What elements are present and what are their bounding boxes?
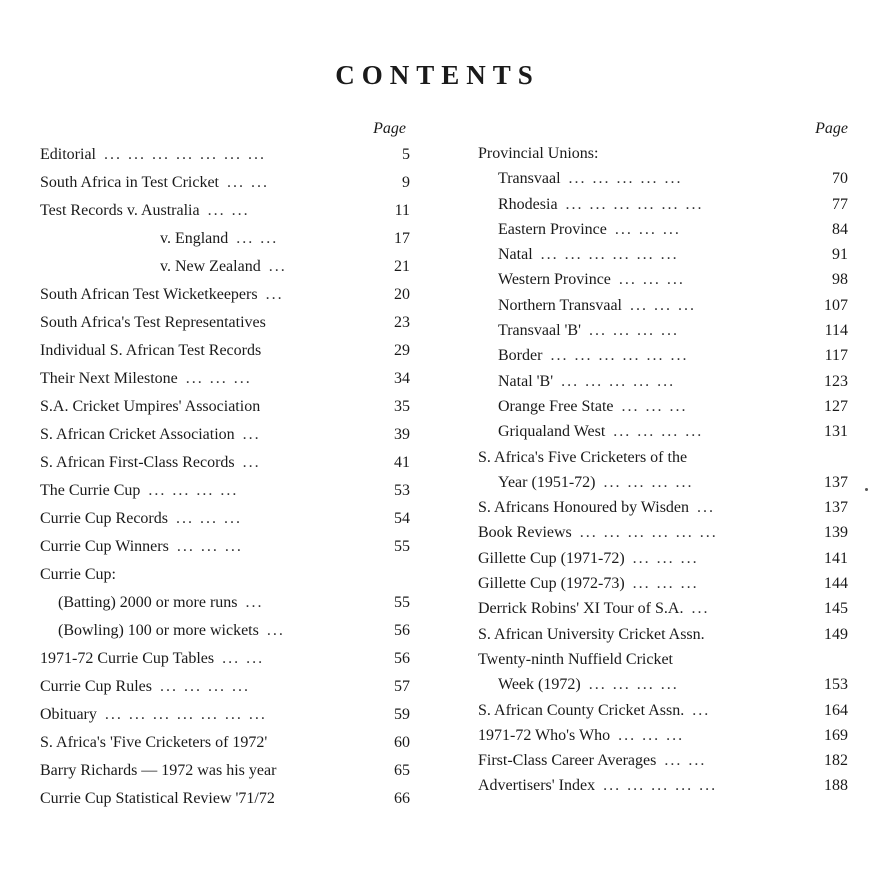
toc-page-number: 153	[824, 676, 848, 694]
toc-entry-title: Advertisers' Index	[478, 777, 596, 795]
toc-entry	[40, 617, 410, 645]
toc-entry	[40, 393, 410, 421]
toc-entry-title: S. African University Cricket Assn.	[478, 625, 705, 643]
toc-page-number: 131	[824, 423, 848, 441]
toc-entry	[40, 645, 410, 673]
toc-entry-title: Currie Cup Rules	[40, 678, 152, 695]
toc-entry	[478, 723, 848, 748]
toc-page-number: 20	[394, 286, 410, 303]
toc-entry	[40, 673, 410, 701]
toc-page-number: 66	[394, 790, 410, 807]
toc-page-number: 54	[394, 510, 410, 527]
toc-leader-dots: ... ... ... ...	[588, 676, 679, 694]
toc-entry-title: Natal 'B'	[498, 372, 554, 390]
toc-page-number: 9	[402, 174, 410, 191]
toc-entry-title: S. Africa's Five Cricketers of the	[478, 448, 688, 466]
toc-leader-dots: ...	[242, 426, 261, 443]
contents-left-column	[40, 117, 410, 813]
toc-page-number: 137	[824, 499, 848, 517]
toc-entry-title: Eastern Province	[498, 220, 607, 238]
toc-entry-title: South African Test Wicketkeepers	[40, 286, 258, 303]
toc-entry-title: Obituary	[40, 706, 97, 723]
toc-entry-title: (Batting) 2000 or more runs	[58, 594, 238, 611]
page-title: CONTENTS	[335, 60, 540, 90]
toc-section-heading	[478, 647, 848, 672]
toc-leader-dots: ... ... ...	[632, 549, 699, 567]
toc-leader-dots: ... ... ...	[175, 510, 242, 527]
toc-page-number: 17	[394, 230, 410, 247]
toc-entry	[478, 495, 848, 520]
toc-page-number: 21	[394, 258, 410, 275]
toc-entry-title: v. New Zealand	[160, 258, 261, 275]
toc-leader-dots: ... ... ...	[629, 296, 696, 314]
contents-right-column	[478, 117, 848, 799]
print-speck	[865, 488, 868, 491]
toc-leader-dots: ... ...	[222, 650, 265, 667]
toc-entry-title: Provincial Unions:	[478, 145, 599, 162]
toc-entry	[478, 293, 848, 318]
toc-entry-title: Week (1972)	[498, 676, 581, 694]
toc-page-number: 65	[394, 762, 410, 779]
toc-leader-dots: ... ... ... ...	[613, 423, 704, 441]
toc-page-number: 11	[394, 202, 410, 219]
toc-page-number: 98	[832, 271, 848, 289]
toc-entry-title: Individual S. African Test Records	[40, 342, 262, 359]
toc-leader-dots: ... ... ... ... ...	[603, 777, 718, 795]
toc-section-heading	[478, 445, 848, 470]
toc-entry	[478, 267, 848, 292]
toc-entry	[478, 394, 848, 419]
toc-entry	[40, 449, 410, 477]
toc-entry-title: Their Next Milestone	[40, 370, 178, 387]
toc-leader-dots: ...	[268, 258, 287, 275]
toc-entry	[40, 533, 410, 561]
toc-entry	[478, 748, 848, 773]
toc-leader-dots: ...	[265, 286, 284, 303]
toc-leader-dots: ... ... ...	[176, 538, 243, 555]
toc-page-number: 34	[394, 370, 410, 387]
toc-entry	[40, 365, 410, 393]
toc-entry	[478, 596, 848, 621]
page-column-header: Page	[815, 120, 848, 137]
toc-leader-dots: ... ... ...	[621, 397, 688, 415]
toc-entry	[478, 672, 848, 697]
toc-page-number: 137	[824, 473, 848, 491]
toc-leader-dots: ... ... ...	[614, 220, 681, 238]
toc-entry	[478, 773, 848, 798]
toc-entry-title: Border	[498, 347, 543, 365]
toc-page-number: 84	[832, 220, 848, 238]
toc-entry-title: S. African County Cricket Assn.	[478, 701, 685, 719]
toc-page-number: 144	[824, 575, 848, 593]
toc-entry-title: Currie Cup Winners	[40, 538, 169, 555]
toc-leader-dots: ... ... ...	[632, 575, 699, 593]
toc-page-number: 53	[394, 482, 410, 499]
toc-entry-title: Derrick Robins' XI Tour of S.A.	[478, 600, 684, 618]
toc-leader-dots: ... ... ... ... ...	[568, 170, 683, 188]
toc-page-number: 77	[832, 195, 848, 213]
toc-page-number: 114	[824, 322, 848, 340]
toc-entry-title: Book Reviews	[478, 524, 572, 542]
toc-page-number: 107	[824, 296, 848, 314]
toc-entry	[478, 622, 848, 647]
toc-page-number: 91	[832, 246, 848, 264]
toc-entry-title: First-Class Career Averages	[478, 752, 657, 770]
toc-page-number: 41	[394, 454, 410, 471]
toc-leader-dots: ...	[242, 454, 261, 471]
toc-page-number: 145	[824, 600, 848, 618]
toc-entry-title: Currie Cup Statistical Review '71/72	[40, 790, 275, 807]
toc-entry-title: Griqualand West	[498, 423, 606, 441]
toc-page-number: 123	[824, 372, 848, 390]
toc-leader-dots: ... ... ... ... ...	[561, 372, 676, 390]
toc-page-number: 23	[394, 314, 410, 331]
toc-entry	[40, 141, 410, 169]
toc-leader-dots: ... ... ... ... ... ... ...	[104, 706, 267, 723]
toc-entry	[40, 421, 410, 449]
toc-page-number: 169	[824, 726, 848, 744]
toc-leader-dots: ... ... ... ... ... ...	[550, 347, 689, 365]
toc-page-number: 127	[824, 397, 848, 415]
toc-entry-title: Currie Cup Records	[40, 510, 168, 527]
toc-leader-dots: ... ... ...	[185, 370, 252, 387]
toc-entry	[40, 169, 410, 197]
toc-leader-dots: ... ... ... ...	[588, 322, 679, 340]
toc-entry-title: v. England	[160, 230, 229, 247]
toc-leader-dots: ... ... ... ...	[160, 678, 250, 695]
toc-leader-dots: ... ... ... ... ... ...	[565, 195, 704, 213]
toc-page-number: 149	[824, 625, 848, 643]
contents-list-right	[478, 141, 848, 799]
contents-list-left	[40, 141, 410, 813]
toc-entry	[478, 318, 848, 343]
toc-entry-title: South Africa's Test Representatives	[40, 314, 266, 331]
toc-entry-title: Gillette Cup (1971-72)	[478, 549, 625, 567]
page-column-header: Page	[373, 120, 406, 137]
toc-entry-title: South Africa in Test Cricket	[40, 174, 219, 191]
toc-section-heading	[40, 561, 410, 589]
toc-page-number: 35	[394, 398, 410, 415]
toc-entry-title: Gillette Cup (1972-73)	[478, 575, 625, 593]
toc-entry-title: Year (1951-72)	[498, 473, 596, 491]
toc-entry-title: The Currie Cup	[40, 482, 141, 499]
toc-entry-title: S. African First-Class Records	[40, 454, 235, 471]
toc-page-number: 141	[824, 549, 848, 567]
toc-entry-title: Currie Cup:	[40, 566, 116, 583]
toc-leader-dots: ... ... ... ... ... ... ...	[103, 146, 266, 163]
toc-leader-dots: ... ... ...	[618, 271, 685, 289]
toc-leader-dots: ... ...	[236, 230, 279, 247]
toc-leader-dots: ... ...	[227, 174, 269, 191]
toc-entry	[478, 470, 848, 495]
toc-entry	[478, 369, 848, 394]
toc-entry	[478, 166, 848, 191]
toc-leader-dots: ... ...	[664, 752, 707, 770]
toc-leader-dots: ...	[266, 622, 285, 639]
toc-leader-dots: ... ... ... ... ... ...	[579, 524, 718, 542]
toc-entry-title: Transvaal	[498, 170, 561, 188]
toc-page-number: 57	[394, 678, 410, 695]
toc-page-number: 56	[394, 622, 410, 639]
toc-page-number: 39	[394, 426, 410, 443]
toc-entry-title: Western Province	[498, 271, 611, 289]
toc-entry	[40, 253, 410, 281]
toc-page-number: 70	[832, 170, 848, 188]
toc-entry	[40, 197, 410, 225]
toc-entry-title: Editorial	[40, 146, 96, 163]
toc-entry-title: (Bowling) 100 or more wickets	[58, 622, 259, 639]
toc-entry	[40, 477, 410, 505]
toc-page-number: 60	[394, 734, 410, 751]
toc-entry-title: 1971-72 Who's Who	[478, 726, 611, 744]
toc-entry	[40, 729, 410, 757]
toc-entry	[478, 242, 848, 267]
toc-entry	[478, 419, 848, 444]
toc-entry-title: 1971-72 Currie Cup Tables	[40, 650, 215, 667]
toc-page-number: 59	[394, 706, 410, 723]
toc-page-number: 56	[394, 650, 410, 667]
toc-page-number: 55	[394, 538, 410, 555]
toc-entry-title: Barry Richards — 1972 was his year	[40, 762, 277, 779]
toc-leader-dots: ...	[691, 600, 710, 618]
toc-entry-title: S. Africa's 'Five Cricketers of 1972'	[40, 734, 268, 751]
toc-entry-title: Natal	[498, 246, 533, 264]
toc-page-number: 5	[402, 146, 410, 163]
toc-entry-title: S. Africans Honoured by Wisden	[478, 499, 690, 517]
toc-entry	[40, 589, 410, 617]
toc-entry	[40, 757, 410, 785]
toc-page-number: 29	[394, 342, 410, 359]
toc-entry	[478, 546, 848, 571]
toc-entry	[40, 337, 410, 365]
toc-leader-dots: ...	[697, 499, 716, 517]
toc-entry-title: S. African Cricket Association	[40, 426, 235, 443]
toc-entry-title: Northern Transvaal	[498, 296, 622, 314]
toc-page-number: 182	[824, 752, 848, 770]
toc-entry-title: Twenty-ninth Nuffield Cricket	[478, 650, 673, 668]
toc-entry	[478, 192, 848, 217]
toc-page-number: 164	[824, 701, 848, 719]
toc-entry-title: S.A. Cricket Umpires' Association	[40, 398, 261, 415]
toc-entry	[478, 571, 848, 596]
toc-entry	[40, 225, 410, 253]
toc-entry	[40, 505, 410, 533]
toc-leader-dots: ... ... ...	[618, 726, 685, 744]
toc-page-number: 139	[824, 524, 848, 542]
toc-entry	[478, 698, 848, 723]
toc-entry	[40, 309, 410, 337]
toc-leader-dots: ...	[692, 701, 711, 719]
toc-leader-dots: ... ... ... ... ... ...	[540, 246, 679, 264]
toc-page-number: 188	[824, 777, 848, 795]
toc-entry	[40, 785, 410, 813]
toc-leader-dots: ...	[245, 594, 264, 611]
toc-entry-title: Test Records v. Australia	[40, 202, 200, 219]
toc-page-number: 55	[394, 594, 410, 611]
toc-section-heading	[478, 141, 848, 166]
toc-entry	[478, 343, 848, 368]
toc-entry	[478, 217, 848, 242]
toc-entry-title: Orange Free State	[498, 397, 614, 415]
toc-leader-dots: ... ... ... ...	[148, 482, 239, 499]
toc-entry	[40, 281, 410, 309]
toc-entry	[478, 520, 848, 545]
toc-page-number: 117	[824, 347, 848, 365]
toc-leader-dots: ... ... ... ...	[603, 473, 694, 491]
toc-entry-title: Rhodesia	[498, 195, 558, 213]
toc-leader-dots: ... ...	[207, 202, 250, 219]
toc-entry-title: Transvaal 'B'	[498, 322, 581, 340]
toc-entry	[40, 701, 410, 729]
